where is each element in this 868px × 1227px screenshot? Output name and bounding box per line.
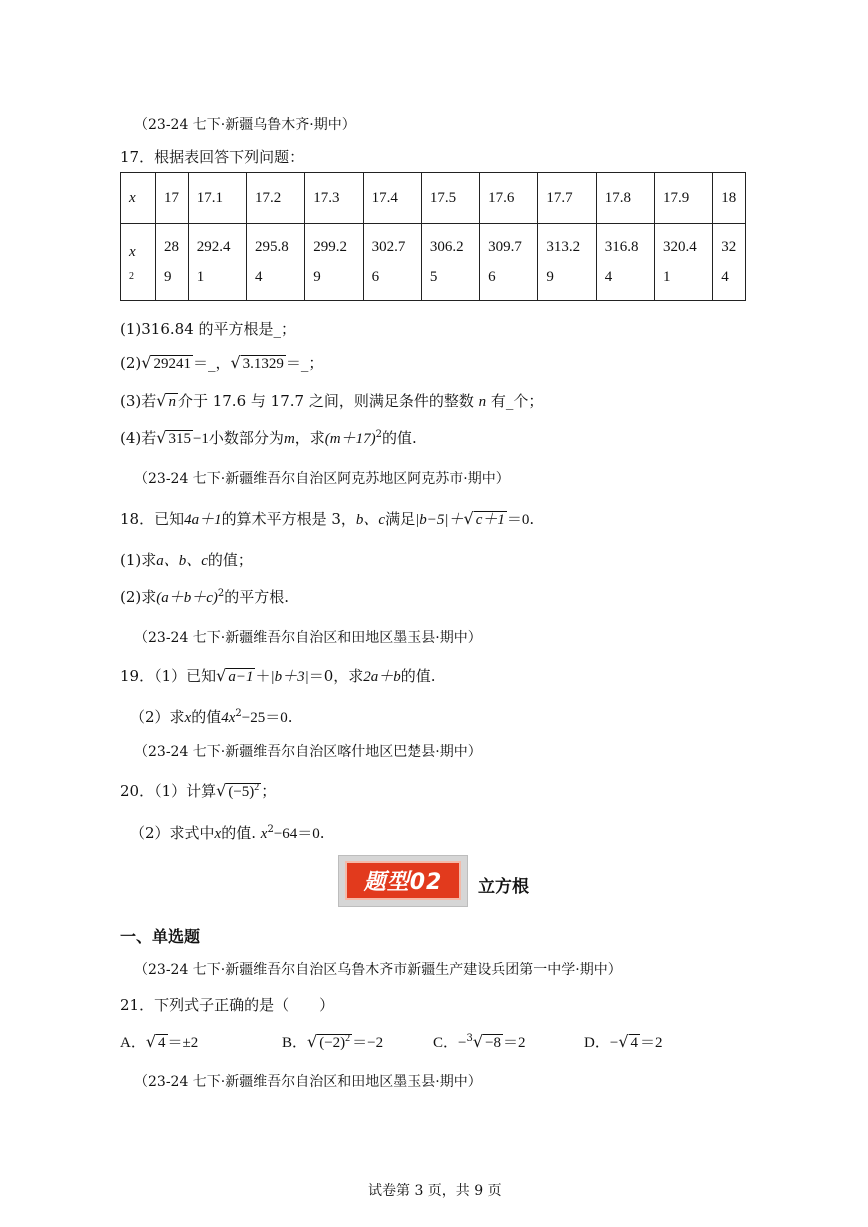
option-d	[584, 1031, 663, 1052]
table-cell	[121, 224, 156, 301]
text: ＝±2	[167, 1035, 199, 1051]
cell-line: 32	[721, 239, 737, 255]
table-cell	[421, 224, 479, 301]
text: 小数部分为	[208, 429, 284, 447]
source-q17: （23-24 七下·新疆乌鲁木齐·期中）	[134, 117, 356, 133]
table-cell: 17.9	[654, 173, 712, 224]
cell-line: 6	[371, 269, 380, 285]
section-title: 立方根	[478, 877, 529, 897]
text: ＝0，求	[308, 667, 364, 685]
sqrt-icon: √	[618, 1032, 629, 1051]
option-b	[282, 1031, 383, 1052]
cell-line: 316.8	[604, 239, 639, 255]
option-label: C．	[433, 1035, 459, 1051]
radicand: c＋1	[475, 512, 505, 528]
sqrt-icon: √	[216, 666, 227, 685]
table-cell: x	[121, 173, 156, 224]
source-q21: （23-24 七下·新疆维吾尔自治区乌鲁木齐市新疆生产建设兵团第一中学·期中）	[134, 962, 622, 978]
option-label: D．	[584, 1035, 610, 1051]
radicand: n	[168, 394, 176, 410]
cell-line: 9	[313, 269, 321, 285]
text: 18．已知	[120, 510, 185, 528]
radicand	[317, 1034, 352, 1051]
cell-line: 4	[604, 269, 613, 285]
text: ；	[261, 782, 277, 800]
table-row	[121, 173, 746, 224]
table-cell	[713, 224, 746, 301]
table-cell: 18	[713, 173, 746, 224]
radicand: a−1	[228, 669, 254, 685]
text: 的平方根.	[224, 588, 290, 606]
text: 的值.	[400, 667, 436, 685]
cell-line: 4	[721, 269, 729, 285]
table-cell	[538, 224, 596, 301]
expression: |b−5|＋	[415, 512, 464, 528]
table-cell: 17.4	[363, 173, 421, 224]
cell-line: 299.2	[313, 239, 348, 255]
source-q22: （23-24 七下·新疆维吾尔自治区和田地区墨玉县·期中）	[134, 1074, 482, 1090]
text: ＝2	[640, 1035, 663, 1051]
q17-part1: (1)316.84 的平方根是_；	[120, 320, 297, 338]
table-cell: 17.7	[538, 173, 596, 224]
text: （2）求	[130, 708, 185, 726]
radicand: 29241	[153, 356, 191, 372]
cell-line: 6	[488, 269, 496, 285]
cell-line: 4	[255, 269, 263, 285]
text: ，求	[294, 429, 325, 447]
text: 的算术平方根是 3，	[221, 510, 356, 528]
radicand: 315	[168, 431, 191, 447]
cell-line: 320.4	[662, 239, 697, 255]
text: ＝_，	[192, 354, 231, 372]
option-c	[433, 1031, 526, 1052]
text: (−5)	[228, 784, 255, 800]
text: 19．（1）已知	[120, 667, 217, 685]
exponent: 2	[267, 824, 274, 835]
text: (1)求	[120, 551, 157, 569]
cell-line: 9	[546, 269, 554, 285]
text: (4)若	[120, 429, 157, 447]
q19-part2	[130, 706, 293, 727]
text: −25＝0	[241, 710, 288, 726]
variable: b、c	[355, 512, 386, 528]
exponent: 2	[375, 429, 382, 440]
q20-part2	[130, 822, 325, 843]
radicand	[226, 783, 261, 800]
expression: (a＋b＋c)	[156, 590, 218, 606]
text: (2)	[120, 354, 142, 372]
table-cell	[363, 224, 421, 301]
text: ＝−2	[352, 1035, 384, 1051]
text: 介于 17.6 与 17.7 之间，则满足条件的整数	[177, 392, 474, 410]
sqrt-icon: √	[156, 428, 167, 447]
table-cell: 17.5	[421, 173, 479, 224]
text: ＝2	[503, 1035, 526, 1051]
source-q19: （23-24 七下·新疆维吾尔自治区和田地区墨玉县·期中）	[134, 630, 482, 646]
option-label: B．	[282, 1035, 308, 1051]
sqrt-icon: √	[156, 391, 167, 410]
option-label: A．	[120, 1035, 146, 1051]
text: .	[287, 708, 293, 726]
q18-stem	[120, 508, 534, 529]
cell-line: 295.8	[255, 239, 289, 255]
radicand: 3.1329	[242, 356, 284, 372]
cell-line: 292.4	[196, 239, 231, 255]
expression: (m＋17)	[324, 431, 376, 447]
sqrt-icon: √	[216, 781, 227, 800]
radicand: −8	[485, 1035, 502, 1051]
sqrt-icon: √	[307, 1032, 318, 1051]
text: (−2)	[319, 1035, 346, 1051]
cell-line: x	[129, 244, 136, 260]
text: −	[458, 1035, 467, 1051]
table-cell: 17	[156, 173, 189, 224]
text: .	[529, 510, 535, 528]
section-badge	[338, 855, 468, 907]
text: −1	[192, 431, 209, 447]
text: 的值.	[382, 429, 417, 447]
text: (3)若	[120, 392, 157, 410]
q17-part3	[120, 390, 543, 411]
text: （2）求式中	[130, 824, 215, 842]
expression: 2a＋b	[363, 669, 401, 685]
variable: m	[283, 431, 295, 447]
text: 有_个；	[490, 392, 544, 410]
q17-part4	[120, 427, 417, 448]
table-cell	[596, 224, 654, 301]
variable: x	[260, 826, 268, 842]
sqrt-icon: √	[141, 353, 152, 372]
text: 的值.	[221, 824, 256, 842]
sqrt-icon: √	[145, 1032, 157, 1051]
option-a	[120, 1031, 198, 1052]
source-q18: （23-24 七下·新疆维吾尔自治区阿克苏地区阿克苏市·期中）	[134, 471, 510, 487]
page-footer: 试卷第 3 页，共 9 页	[368, 1183, 502, 1199]
cell-line: 9	[164, 269, 172, 285]
table-cell	[247, 224, 305, 301]
sqrt-icon: √	[230, 353, 241, 372]
variable: x	[214, 826, 222, 842]
radicand: 4	[630, 1035, 639, 1051]
table-cell	[188, 224, 246, 301]
text: ＝0	[506, 512, 530, 528]
q17-part2	[120, 352, 323, 373]
table-row	[121, 224, 746, 301]
expression: 4x	[221, 710, 236, 726]
table-cell: 17.8	[596, 173, 654, 224]
variable: a、b、c	[156, 553, 208, 569]
table-cell: 17.6	[480, 173, 538, 224]
cell-line: 5	[429, 269, 438, 285]
q21-stem: 21．下列式子正确的是（ ）	[120, 996, 335, 1014]
cell-line: 313.2	[546, 239, 581, 255]
table-cell	[156, 224, 189, 301]
q18-part1	[120, 549, 253, 570]
text: (2)求	[120, 588, 157, 606]
cell-line: 1	[662, 269, 671, 285]
q17-stem: 17．根据表回答下列问题：	[120, 148, 305, 166]
table-cell	[480, 224, 538, 301]
text: 满足	[385, 510, 416, 528]
radicand: 4	[158, 1035, 166, 1051]
root-index: 3	[466, 1033, 473, 1044]
cell-line: 306.2	[429, 239, 464, 255]
q18-part2	[120, 586, 289, 607]
cell-line: 309.7	[488, 239, 522, 255]
source-q20: （23-24 七下·新疆维吾尔自治区喀什地区巴楚县·期中）	[134, 744, 482, 760]
exponent: 2	[217, 588, 225, 599]
text: 的值；	[207, 551, 253, 569]
variable: x	[184, 710, 192, 726]
text: ＝_；	[285, 354, 324, 372]
q20-part1	[120, 780, 276, 801]
q19-part1	[120, 665, 436, 686]
text: −	[609, 1035, 619, 1051]
cell-line: 302.7	[371, 239, 406, 255]
table-cell: 17.3	[305, 173, 363, 224]
exponent: 2	[254, 782, 260, 793]
table-cell: 17.2	[247, 173, 305, 224]
text: .	[319, 824, 325, 842]
cell-line: 2	[129, 271, 134, 282]
sub-heading: 一、单选题	[120, 927, 201, 946]
text: −64＝0	[273, 826, 320, 842]
expression: 4a＋1	[184, 512, 222, 528]
table-cell: 17.1	[188, 173, 246, 224]
table-cell	[305, 224, 363, 301]
sqrt-icon: √	[463, 509, 474, 528]
exponent: 2	[235, 708, 242, 719]
square-table	[120, 172, 746, 301]
table-cell	[654, 224, 712, 301]
text: 20．（1）计算	[120, 782, 217, 800]
section-badge-label: 题型02	[345, 861, 461, 900]
variable: n	[478, 394, 487, 410]
text: 的值	[191, 708, 222, 726]
expression: |b＋3|	[270, 669, 309, 685]
cell-line: 28	[164, 239, 179, 255]
exponent: 2	[345, 1033, 351, 1044]
text: ＋	[255, 667, 271, 685]
cell-line: 1	[196, 269, 205, 285]
cube-root-icon: √	[472, 1032, 484, 1051]
